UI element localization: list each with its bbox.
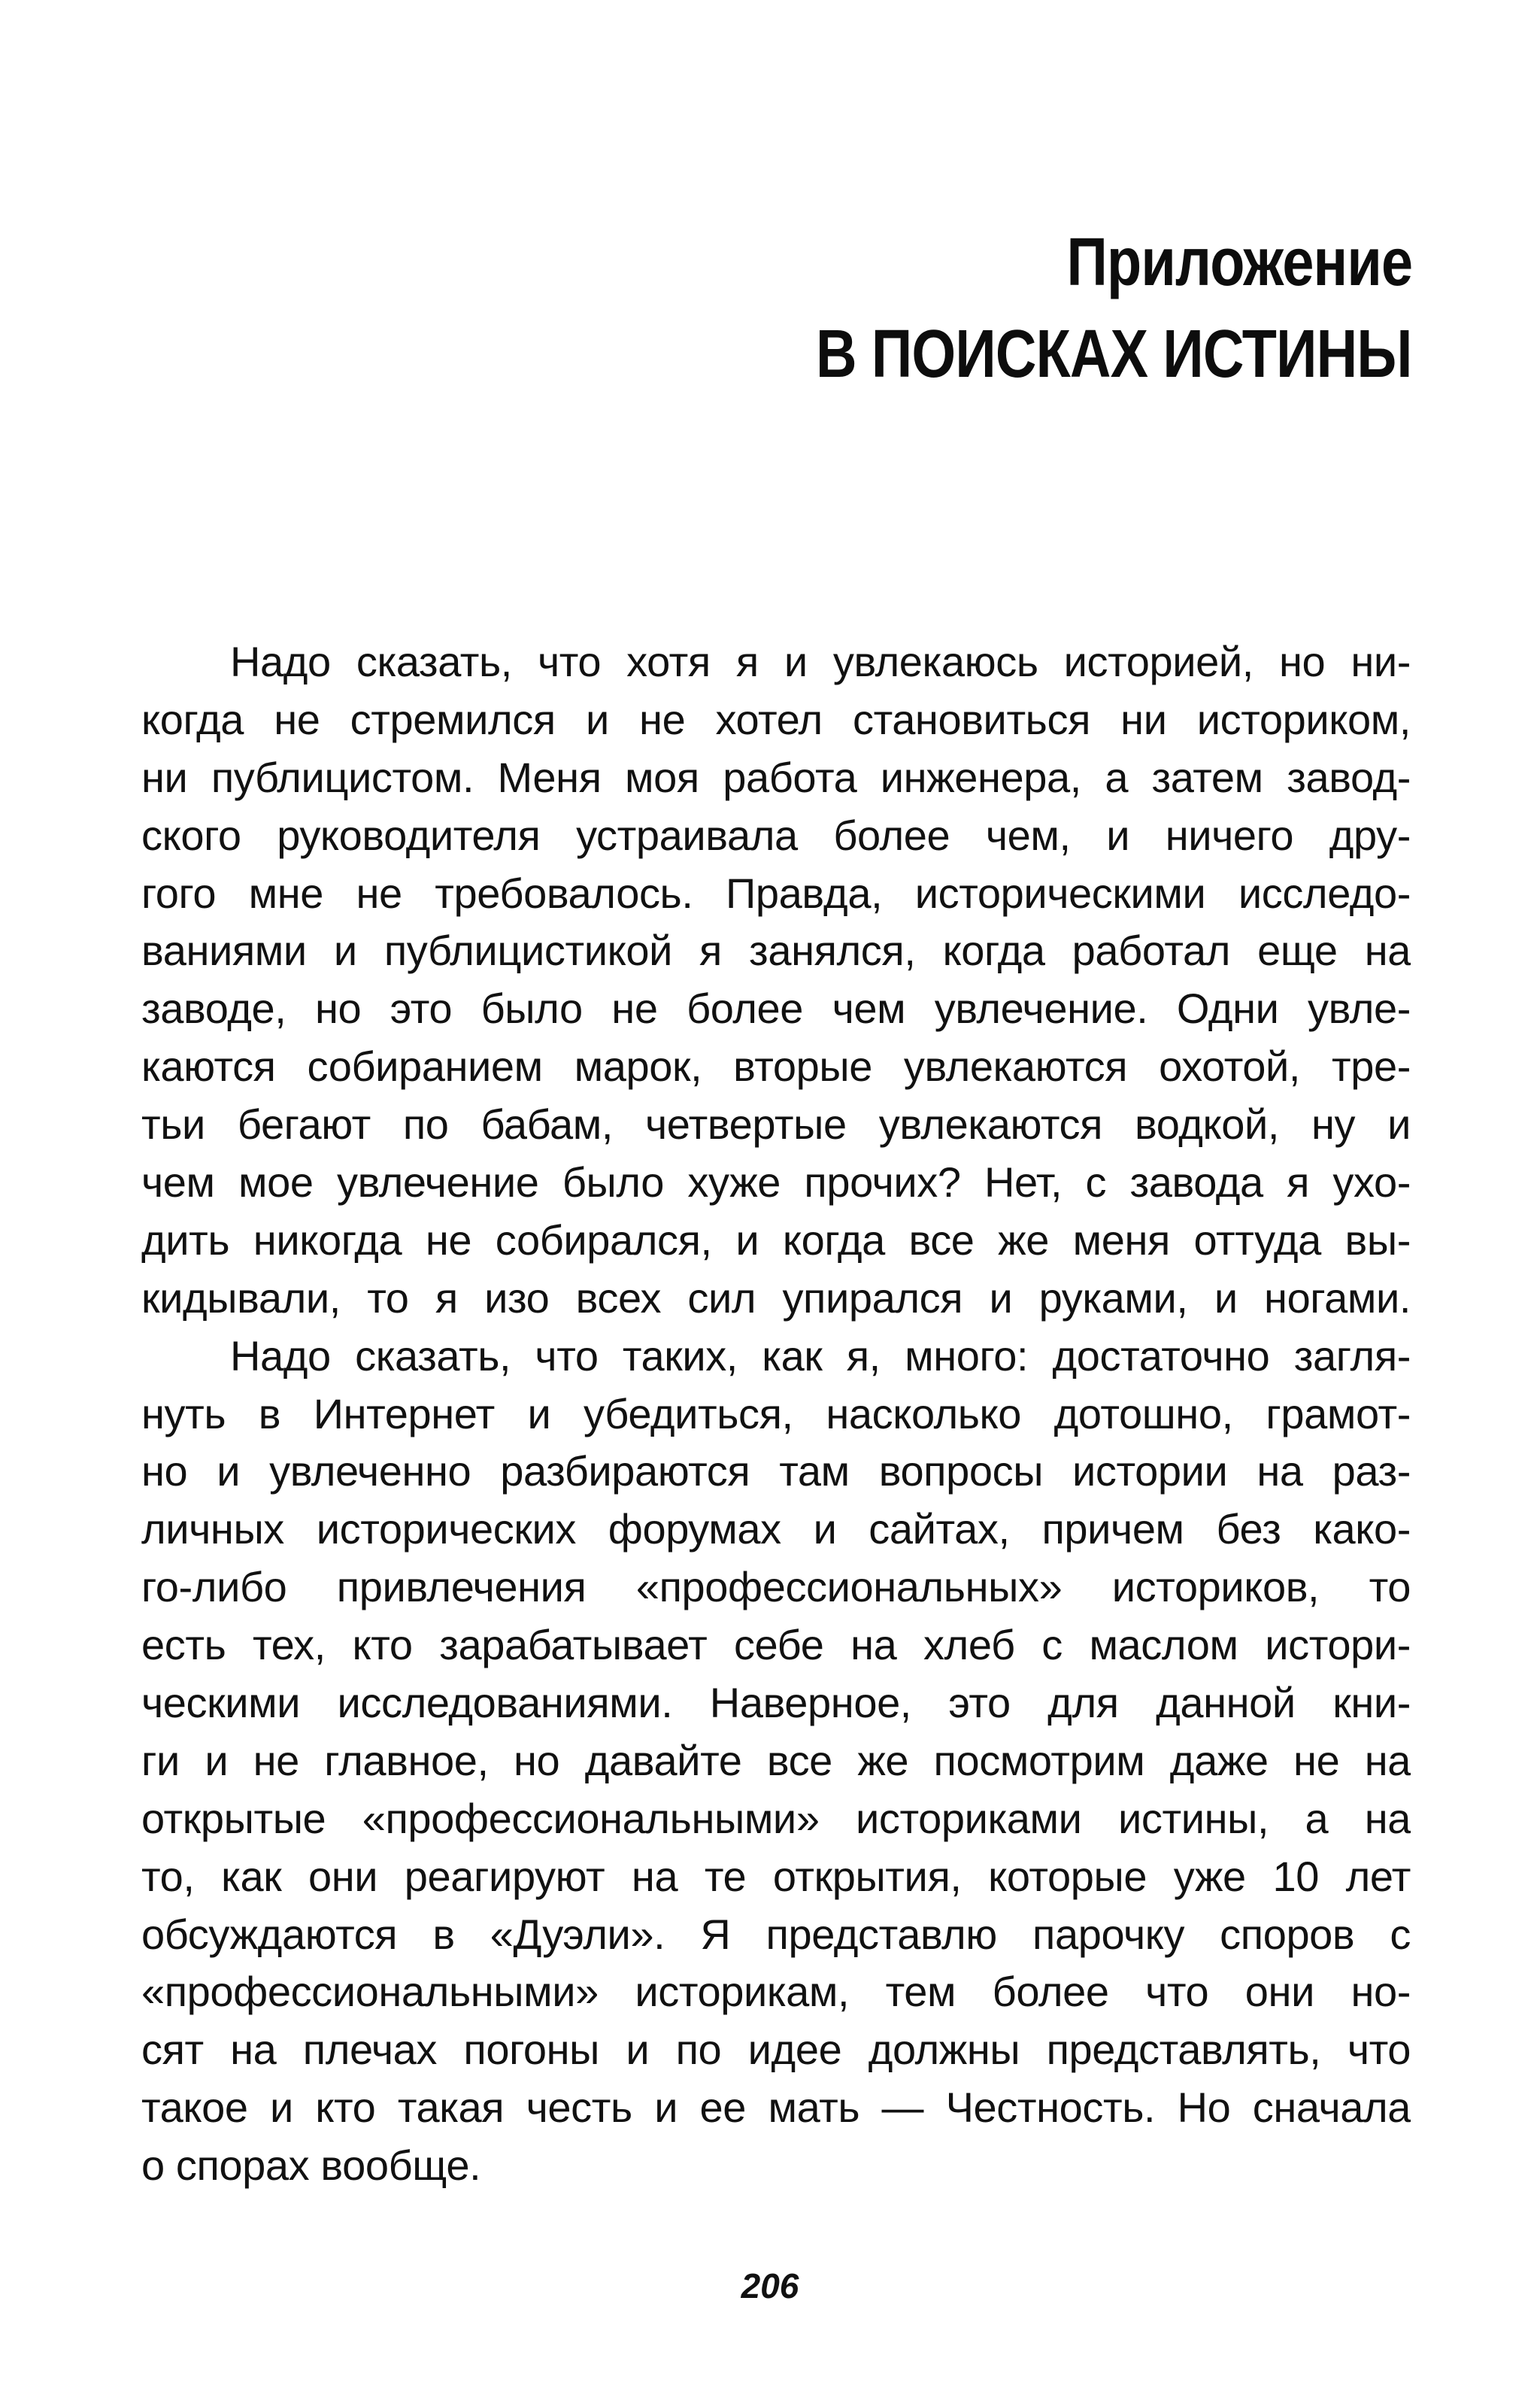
text-line: есть тех, кто зарабатывает себе на хлеб с маслом истори- [141, 1621, 1411, 1669]
text-line: каются собиранием марок, вторые увлекаются охотой, тре- [141, 1043, 1411, 1091]
text-line: нуть в Интернет и убедиться, насколько дотошно, грамот- [141, 1389, 1411, 1437]
text-line: о спорах вообще. [141, 2141, 481, 2190]
text-line: ческими исследованиями. Наверное, это для данной кни- [141, 1679, 1411, 1727]
text-line: ги и не главное, но давайте все же посмотрим даже не на [141, 1736, 1411, 1784]
text-line: личных исторических форумах и сайтах, причем без како- [141, 1505, 1411, 1553]
text-line: ского руководителя устраивала более чем, и ничего дру- [141, 811, 1411, 859]
chapter-title: В ПОИСКАХ ИСТИНЫ [816, 317, 1412, 392]
text-line: открытые «профессиональными» историками истины, а на [141, 1794, 1411, 1842]
text-line: ваниями и публицистикой я занялся, когда работал еще на [141, 927, 1411, 975]
text-line: ни публицистом. Меня моя работа инженера, а затем завод- [141, 753, 1411, 801]
text-line: Надо сказать, что таких, как я, много: достаточно загля- [230, 1331, 1411, 1380]
text-line: но и увлеченно разбираются там вопросы истории на раз- [141, 1447, 1411, 1495]
text-line: «профессиональными» историкам, тем более что они но- [141, 1968, 1411, 2016]
text-line: сят на плечах погоны и по идее должны представлять, что [141, 2026, 1411, 2074]
text-line: гого мне не требовалось. Правда, историческими исследо- [141, 869, 1411, 917]
page-number: 206 [741, 2266, 799, 2305]
text-line: когда не стремился и не хотел становиться ни историком, [141, 695, 1411, 743]
text-line: дить никогда не собирался, и когда все же меня оттуда вы- [141, 1216, 1411, 1264]
text-line: то, как они реагируют на те открытия, которые уже 10 лет [141, 1852, 1411, 1900]
appendix-label: Приложение [1066, 225, 1412, 300]
text-line: кидывали, то я изо всех сил упирался и руками, и ногами. [141, 1273, 1411, 1322]
text-line: обсуждаются в «Дуэли». Я представлю парочку споров с [141, 1910, 1411, 1958]
text-line: Надо сказать, что хотя я и увлекаюсь историей, но ни- [230, 638, 1411, 685]
text-line: чем мое увлечение было хуже прочих? Нет, с завода я ухо- [141, 1158, 1411, 1207]
text-line: такое и кто такая честь и ее мать — Честность. Но сначала [141, 2084, 1411, 2132]
text-line: заводе, но это было не более чем увлечение. Одни увле- [141, 985, 1411, 1033]
body-text [141, 633, 1411, 2195]
text-line: го-либо привлечения «профессиональных» историков, то [141, 1563, 1411, 1611]
text-line: тьи бегают по бабам, четвертые увлекаются водкой, ну и [141, 1100, 1411, 1149]
